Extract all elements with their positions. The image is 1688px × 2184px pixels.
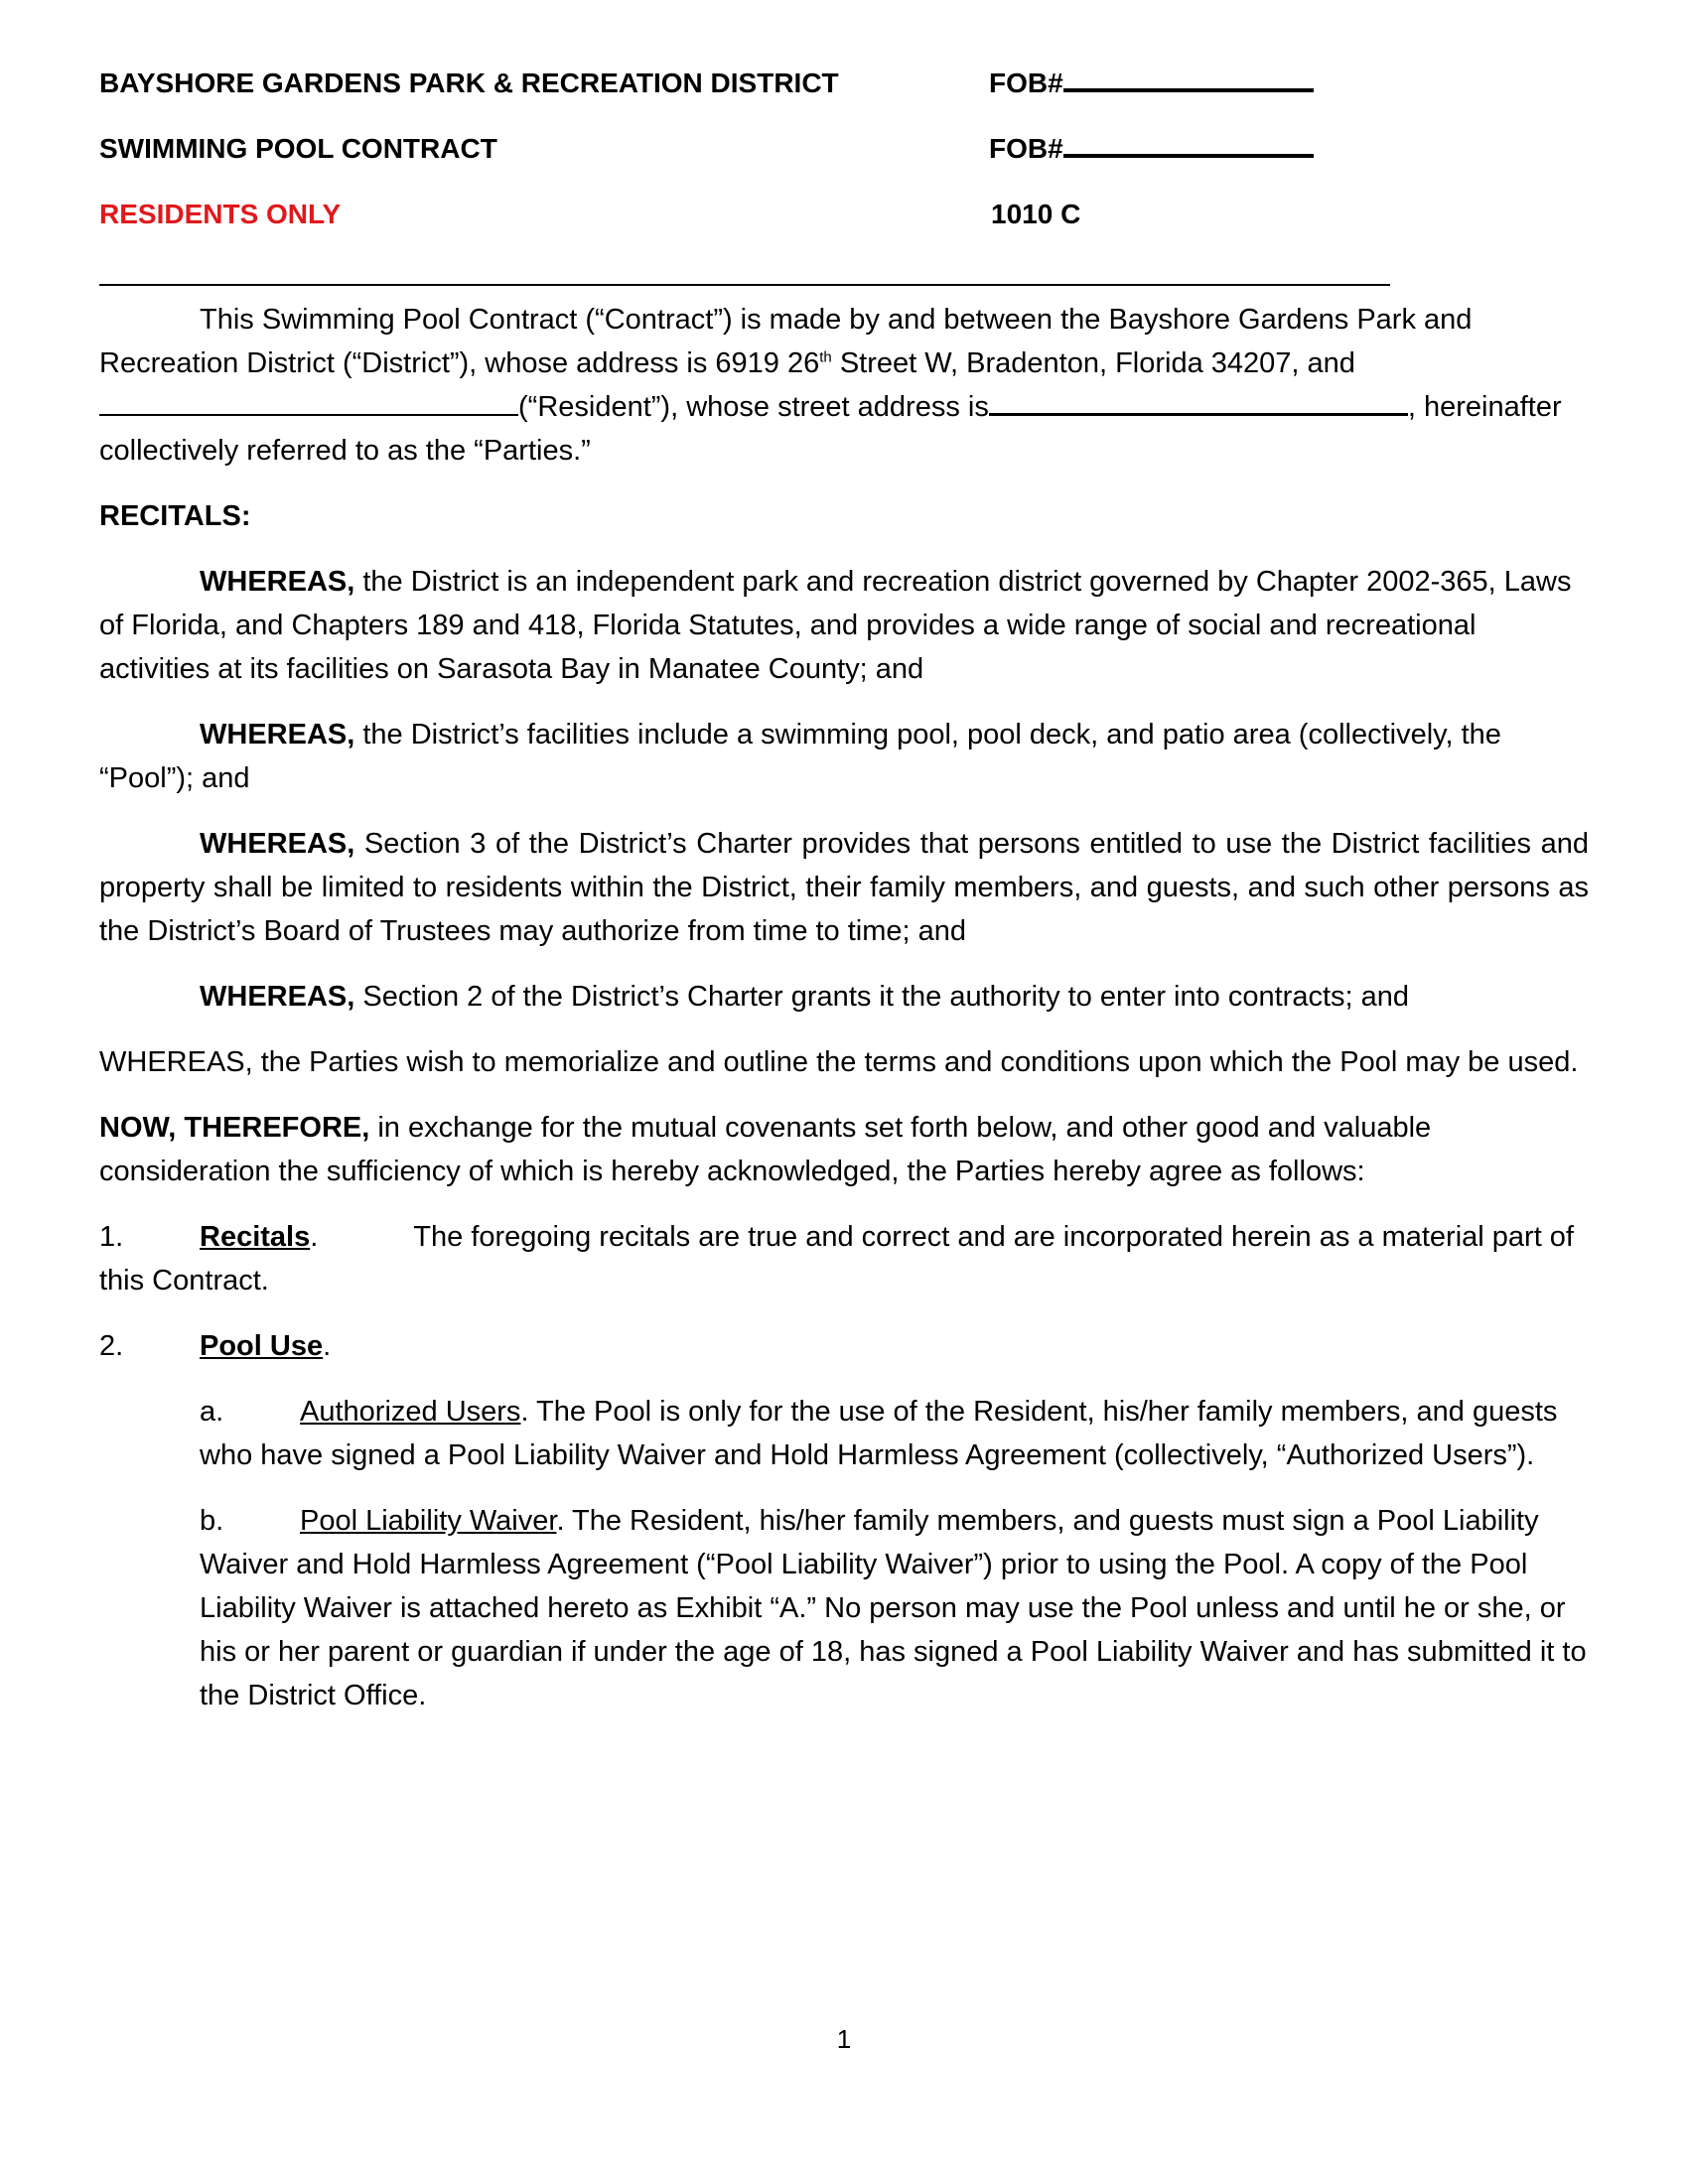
now-therefore-text: in exchange for the mutual covenants set forth below, and other good and valuable consideration the sufficiency of which is hereby acknowledged, the Parties hereby agree as follows: <box>99 1112 1432 1187</box>
subsection-text: . The Pool is only for the use of the Resident, his/her family members, and guests who have signed a Pool Liability Waiver and Hold Harmless Agreement (collectively, “Authorized Users”). <box>200 1396 1558 1471</box>
intro-paragraph <box>99 298 1589 473</box>
section-number: 1. <box>99 1221 124 1253</box>
header-row-2 <box>99 127 1589 171</box>
fob-blank-1[interactable] <box>1063 65 1314 92</box>
subsection-title: Pool Liability Waiver <box>300 1505 557 1537</box>
header-row-1 <box>99 62 1589 105</box>
whereas-text: Section 3 of the District’s Charter provides that persons entitled to use the District facilities and property shall be limited to residents within the District, their family members, and guests, and such other persons as the District’s Board of Trustees may authorize from time to time; and <box>99 828 1589 947</box>
comma: , <box>1407 391 1416 423</box>
subsection-text: . The Resident, his/her family members, and guests must sign a Pool Liability Waiver and Hold Harmless Agreement (“Pool Liability Waiver”) prior to using the Pool. A copy of the Pool Liability Waiver is attached hereto as Exhibit “A.” No person may use the Pool unless and until he or she, or his or her parent or guardian if under the age of 18, has signed a Pool Liability Waiver and has submitted it to the District Office. <box>200 1505 1587 1711</box>
section-period: . <box>310 1221 319 1253</box>
whereas-lead: WHEREAS, <box>200 719 355 751</box>
whereas-2 <box>99 713 1589 800</box>
street-address-blank[interactable] <box>989 391 1408 416</box>
whereas-4 <box>99 975 1589 1019</box>
resident-text: (“Resident”), whose street address is <box>518 391 989 423</box>
org-name: BAYSHORE GARDENS PARK & RECREATION DISTRICT <box>99 68 839 98</box>
whereas-1 <box>99 560 1589 691</box>
document-body <box>99 298 1589 1739</box>
page-number: 1 <box>836 2024 852 2054</box>
section-period: . <box>323 1330 332 1362</box>
fob-field-1[interactable] <box>989 62 1314 105</box>
subsection-b <box>200 1499 1589 1717</box>
form-number: 1010 C <box>991 199 1081 229</box>
now-therefore-lead: NOW, THEREFORE, <box>99 1112 370 1144</box>
superscript-th: th <box>819 348 832 366</box>
subsection-title: Authorized Users <box>300 1396 521 1428</box>
whereas-3 <box>99 822 1589 953</box>
header-divider <box>99 284 1390 286</box>
fob-label: FOB# <box>989 133 1063 164</box>
whereas-text: the District is an independent park and recreation district governed by Chapter 2002-365, Laws of Florida, and Chapters 189 and 418, Florida Statutes, and provides a wide range of social and recreational activities at its facilities on Sarasota Bay in Manatee County; and <box>99 566 1572 685</box>
fob-label: FOB# <box>989 68 1063 98</box>
section-text: The foregoing recitals are true and correct and are incorporated herein as a material part of this Contract. <box>99 1221 1574 1297</box>
header-row-3 <box>99 193 1589 236</box>
now-therefore-paragraph <box>99 1106 1589 1193</box>
recitals-heading: RECITALS: <box>99 500 251 532</box>
subsection-a <box>200 1390 1589 1477</box>
resident-name-blank[interactable] <box>99 392 518 416</box>
whereas-lead: WHEREAS, <box>200 566 355 598</box>
subsection-letter: b. <box>200 1505 224 1537</box>
whereas-lead: WHEREAS, <box>200 828 355 860</box>
contract-title: SWIMMING POOL CONTRACT <box>99 133 497 164</box>
section-2 <box>99 1324 1589 1368</box>
section-title: Pool Use <box>200 1330 324 1362</box>
section-number: 2. <box>99 1330 124 1362</box>
intro-text: This Swimming Pool Contract (“Contract”) is made by and between the Bayshore Gardens Park and Recreation District (“District”), whose address is 6919 26 <box>99 304 1473 379</box>
parties-text: hereinafter collectively referred to as the “Parties.” <box>99 391 1562 467</box>
residents-only-label: RESIDENTS ONLY <box>99 199 342 229</box>
whereas-lead: WHEREAS, <box>200 981 355 1013</box>
fob-blank-2[interactable] <box>1063 130 1314 158</box>
whereas-text: the District’s facilities include a swimming pool, pool deck, and patio area (collectively, the “Pool”); and <box>99 719 1501 794</box>
whereas-text: Section 2 of the District’s Charter grants it the authority to enter into contracts; and <box>354 981 1410 1013</box>
fob-field-2[interactable] <box>989 127 1314 171</box>
section-title: Recitals <box>200 1221 311 1253</box>
document-header <box>99 62 1589 236</box>
intro-text-cont: Street W, Bradenton, Florida 34207, and <box>831 347 1355 379</box>
subsection-letter: a. <box>200 1396 224 1428</box>
section-1 <box>99 1215 1589 1302</box>
whereas-plain: WHEREAS, the Parties wish to memorialize and outline the terms and conditions upon which the Pool may be used. <box>99 1046 1579 1078</box>
